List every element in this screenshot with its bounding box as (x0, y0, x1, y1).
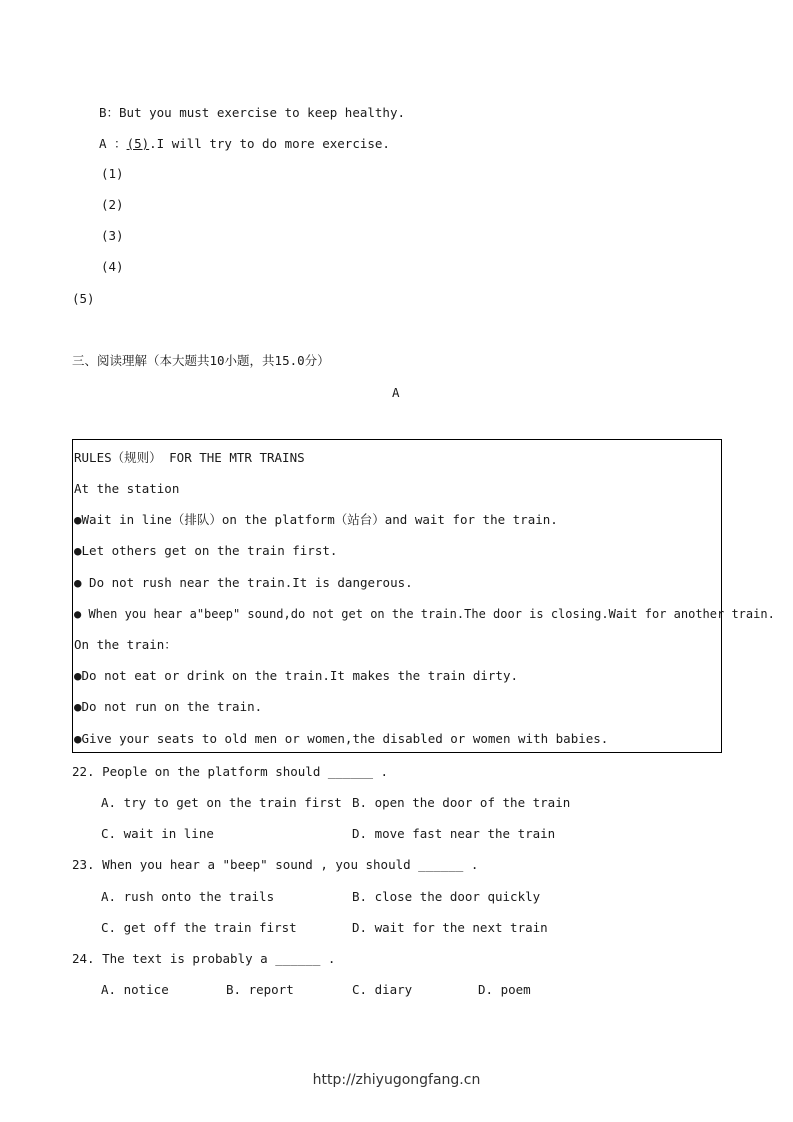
answer-slot-4: (4) (101, 259, 124, 274)
dialogue-line-a (99, 136, 390, 152)
dialogue-line-b: B：But you must exercise to keep healthy. (99, 105, 405, 120)
question-24-option-b: B. report (226, 982, 294, 997)
footer-url: http://zhiyugongfang.cn (312, 1072, 481, 1088)
train-rule-1: ●Do not eat or drink on the train.It makes the train dirty. (74, 668, 519, 683)
station-rule-3: ● Do not rush near the train.It is dangerous. (74, 575, 413, 590)
dialogue-line-a-rest: .I will try to do more exercise. (149, 136, 390, 151)
question-22-option-c: C. wait in line (101, 826, 214, 841)
question-23-stem: 23. When you hear a "beep" sound , you should ______ . (72, 857, 479, 872)
question-23-option-c: C. get off the train first (101, 920, 297, 935)
train-rule-3: ●Give your seats to old men or women,the disabled or women with babies. (74, 731, 609, 746)
answer-slot-5: (5) (72, 291, 95, 306)
question-23-option-d: D. wait for the next train (352, 920, 548, 935)
answer-slot-1: (1) (101, 166, 124, 181)
station-rule-1: ●Wait in line（排队）on the platform（站台）and wait for the train. (74, 512, 558, 527)
question-24-option-a: A. notice (101, 982, 169, 997)
question-22-option-d: D. move fast near the train (352, 826, 556, 841)
station-rule-2: ●Let others get on the train first. (74, 543, 338, 558)
rules-box (72, 439, 775, 753)
train-rule-2: ●Do not run on the train. (74, 699, 263, 714)
question-22-option-a: A. try to get on the train first (101, 795, 342, 810)
answer-slot-3: (3) (101, 228, 124, 243)
answer-slot-2: (2) (101, 197, 124, 212)
question-24-option-d: D. poem (478, 982, 531, 997)
section-heading: 三、阅读理解（本大题共10小题，共15.0分） (72, 353, 330, 368)
dialogue-line-a-prefix: A ： (99, 136, 127, 151)
station-heading: At the station (74, 481, 180, 496)
question-23-option-a: A. rush onto the trails (101, 889, 275, 904)
question-24-stem: 24. The text is probably a ______ . (72, 951, 336, 966)
station-rule-4: ● When you hear a"beep" sound,do not get on the train.The door is closing.Wait for another train. (74, 607, 775, 621)
train-heading: On the train： (74, 637, 177, 652)
rules-title: RULES（规则） FOR THE MTR TRAINS (74, 450, 305, 465)
question-24-option-c: C. diary (352, 982, 413, 997)
question-22-stem: 22. People on the platform should ______ . (72, 764, 389, 779)
passage-label: A (392, 385, 400, 400)
question-23-option-b: B. close the door quickly (352, 889, 541, 904)
question-22-option-b: B. open the door of the train (352, 795, 571, 810)
dialogue-blank-5: (5) (126, 136, 150, 151)
